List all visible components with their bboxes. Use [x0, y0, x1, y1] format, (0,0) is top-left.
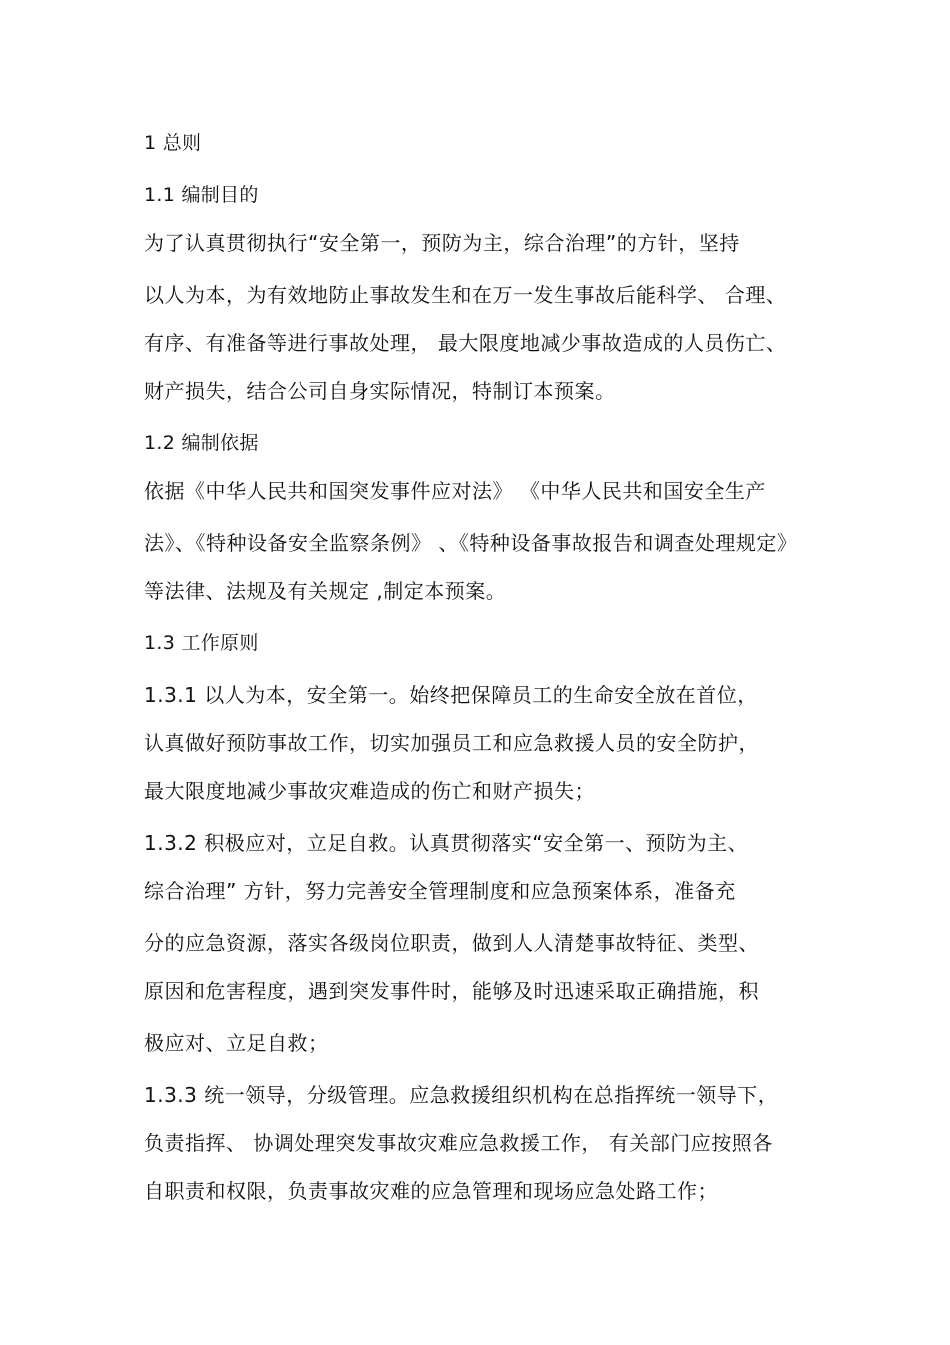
- paragraph-line: 法》、《特种设备安全监察条例》 、《特种设备事故报告和调查处理规定》: [144, 531, 798, 555]
- paragraph-line: 认真做好预防事故工作，切实加强员工和应急救援人员的安全防护，: [144, 731, 759, 755]
- paragraph-line: 1.3.2 积极应对，立足自救。认真贯彻落实“安全第一、预防为主、: [144, 831, 749, 855]
- paragraph-line: 负责指挥、 协调处理突发事故灾难应急救援工作， 有关部门应按照各: [144, 1131, 773, 1155]
- paragraph-line: 分的应急资源，落实各级岗位职责，做到人人清楚事故特征、类型、: [144, 931, 759, 955]
- paragraph-line: 最大限度地减少事故灾难造成的伤亡和财产损失；: [144, 779, 595, 803]
- paragraph-line: 依据《中华人民共和国突发事件应对法》 《中华人民共和国安全生产: [144, 479, 766, 503]
- paragraph-line: 等法律、法规及有关规定 ,制定本预案。: [144, 579, 507, 603]
- paragraph-line: 1.3.3 统一领导，分级管理。应急救援组织机构在总指挥统一领导下，: [144, 1083, 779, 1107]
- paragraph-line: 为了认真贯彻执行“安全第一，预防为主，综合治理”的方针，坚持: [144, 231, 740, 255]
- paragraph-line: 财产损失，结合公司自身实际情况，特制订本预案。: [144, 379, 616, 403]
- section-title-general: 1 总则: [144, 132, 202, 154]
- paragraph-line: 综合治理” 方针，努力完善安全管理制度和应急预案体系，准备充: [144, 879, 736, 903]
- paragraph-line: 原因和危害程度，遇到突发事件时，能够及时迅速采取正确措施，积: [144, 979, 759, 1003]
- paragraph-line: 有序、有准备等进行事故处理， 最大限度地减少事故造成的人员伤亡、: [144, 331, 787, 355]
- paragraph-line: 极应对、立足自救；: [144, 1031, 329, 1055]
- paragraph-line: 自职责和权限，负责事故灾难的应急管理和现场应急处路工作；: [144, 1179, 718, 1203]
- paragraph-line: 以人为本，为有效地防止事故发生和在万一发生事故后能科学、 合理、: [144, 283, 787, 307]
- paragraph-line: 1.3.1 以人为本，安全第一。始终把保障员工的生命安全放在首位，: [144, 683, 758, 707]
- subsection-title-principles: 1.3 工作原则: [144, 632, 259, 654]
- subsection-title-basis: 1.2 编制依据: [144, 432, 259, 454]
- subsection-title-purpose: 1.1 编制目的: [144, 184, 259, 206]
